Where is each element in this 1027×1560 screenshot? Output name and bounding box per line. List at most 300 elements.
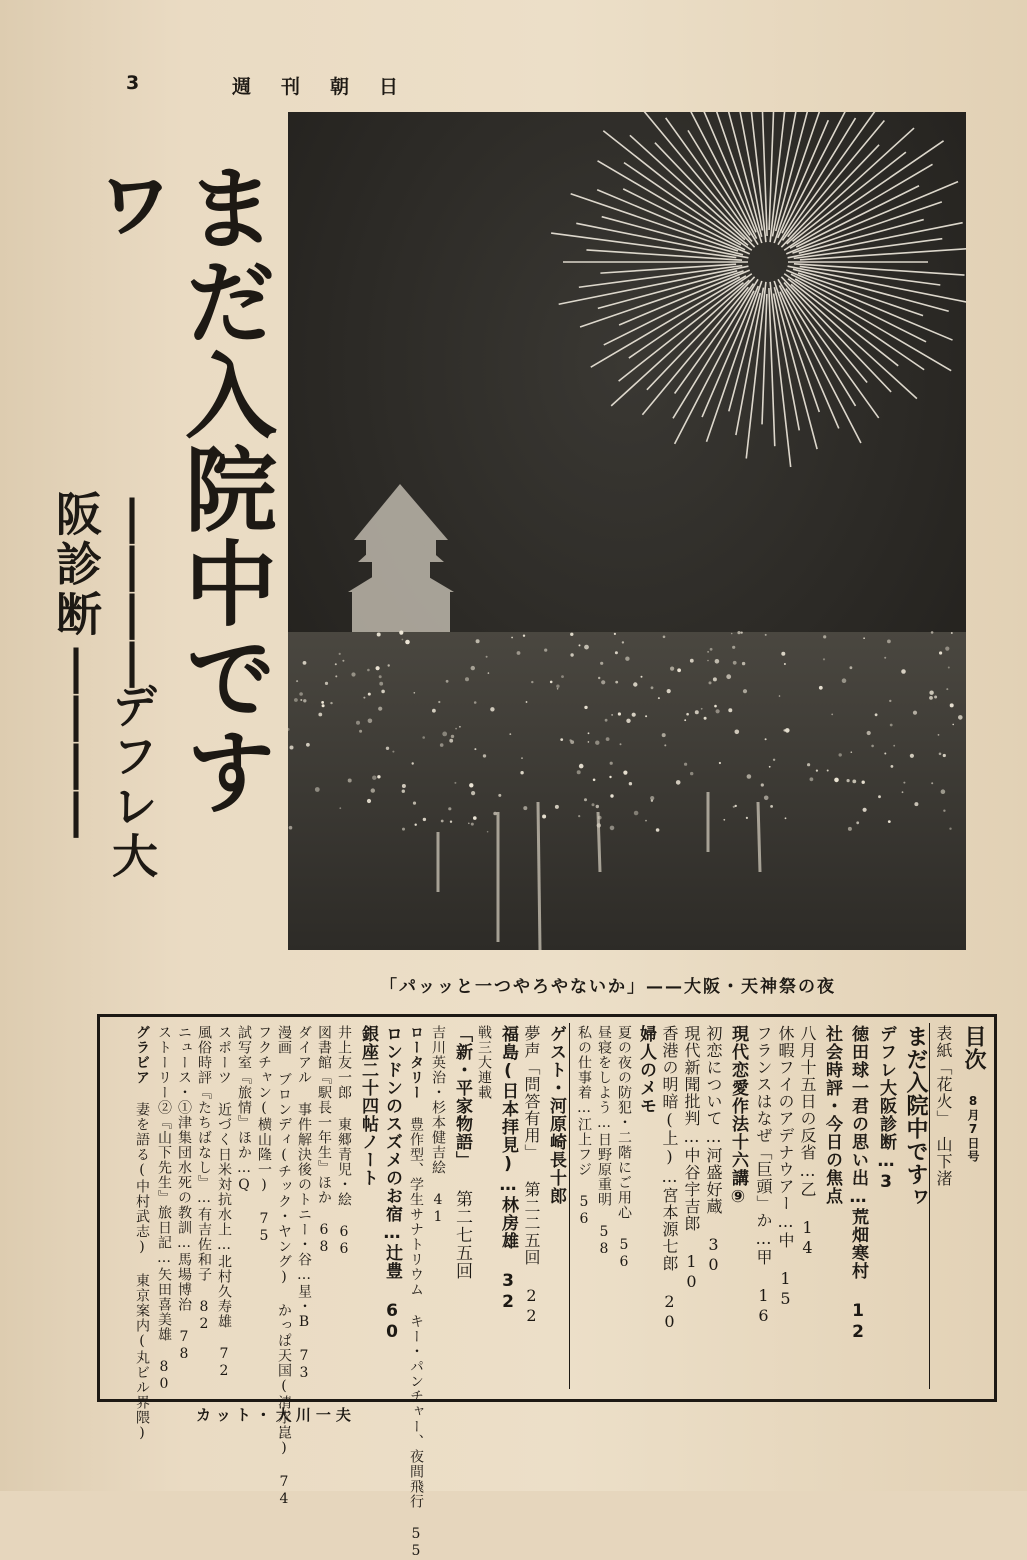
city-light xyxy=(710,648,713,651)
city-light xyxy=(701,708,703,710)
city-light xyxy=(939,651,942,654)
city-light xyxy=(695,710,699,714)
city-light xyxy=(544,649,547,652)
city-light xyxy=(785,728,790,733)
city-light xyxy=(667,689,671,693)
city-light xyxy=(914,802,918,806)
toc-tosho: 図書館『駅長一年生』ほか 68 xyxy=(316,1025,332,1256)
city-light xyxy=(486,656,488,658)
city-light xyxy=(318,713,322,717)
city-light xyxy=(415,824,417,826)
city-light xyxy=(634,811,639,816)
city-light xyxy=(867,731,871,735)
fireworks-photo xyxy=(288,112,966,950)
city-light xyxy=(732,646,735,649)
city-light xyxy=(402,790,405,793)
city-light xyxy=(438,701,440,703)
city-light xyxy=(834,778,839,783)
city-light xyxy=(605,719,608,722)
city-light xyxy=(704,717,707,720)
city-light xyxy=(779,695,781,697)
city-light xyxy=(432,709,436,713)
city-light xyxy=(296,680,298,682)
city-light xyxy=(379,675,382,678)
city-light xyxy=(651,800,653,802)
toc-heike-author: 吉川英治・杉本健吉絵 41 xyxy=(430,1025,446,1226)
city-light xyxy=(376,666,380,670)
city-light xyxy=(469,783,473,787)
city-light xyxy=(367,669,370,672)
city-light xyxy=(863,808,867,812)
city-light xyxy=(348,779,352,783)
city-light xyxy=(442,732,447,737)
city-light xyxy=(664,744,666,746)
city-light xyxy=(726,674,731,679)
city-light xyxy=(931,782,933,784)
city-light xyxy=(542,815,546,819)
city-light xyxy=(807,763,810,766)
city-light xyxy=(315,787,320,792)
toc-feature: まだ入院中ですヮ xyxy=(903,1025,928,1209)
city-light xyxy=(471,823,474,826)
toc-cover: 表紙「花火」 山下渚 xyxy=(934,1025,953,1187)
toc-hihyo: 現代新聞批判…中谷宇吉郎 10 xyxy=(682,1025,701,1292)
city-light xyxy=(686,713,689,716)
city-light xyxy=(773,759,775,761)
city-light xyxy=(871,745,874,748)
city-light xyxy=(875,713,878,716)
city-light xyxy=(330,702,332,704)
city-light xyxy=(709,681,712,684)
toc-fujin: 婦人のメモ xyxy=(636,1025,656,1115)
city-light xyxy=(412,762,414,764)
city-light xyxy=(465,677,469,681)
city-light xyxy=(379,682,383,686)
city-light xyxy=(367,799,371,803)
city-light xyxy=(511,637,513,639)
city-light xyxy=(848,827,852,831)
city-light xyxy=(451,735,454,738)
toc-guest: ゲスト・河原崎長十郎 xyxy=(546,1025,566,1205)
city-light xyxy=(595,741,599,745)
city-light xyxy=(423,818,426,821)
city-light xyxy=(684,763,687,766)
city-light xyxy=(713,677,717,681)
city-light xyxy=(737,631,740,634)
city-light xyxy=(746,817,748,819)
city-light xyxy=(517,651,521,655)
city-light xyxy=(386,747,389,750)
city-light xyxy=(569,739,571,741)
city-light xyxy=(781,652,785,656)
city-light xyxy=(677,668,681,672)
city-light xyxy=(588,741,590,743)
city-light xyxy=(490,707,494,711)
city-light xyxy=(459,726,461,728)
city-light xyxy=(723,819,725,821)
city-light xyxy=(620,743,622,745)
city-light xyxy=(413,802,416,805)
toc-tokuda: 徳田球一君の思い出…荒畑寒村 12 xyxy=(848,1025,868,1343)
city-light xyxy=(946,688,948,690)
city-light xyxy=(577,770,581,774)
city-light xyxy=(719,762,721,764)
city-light xyxy=(578,815,580,817)
city-light xyxy=(785,817,787,819)
city-light xyxy=(765,634,767,636)
toc-yume: 夢声「問答有用」 第二二五回 22 xyxy=(522,1025,541,1326)
city-light xyxy=(890,724,893,727)
city-light xyxy=(884,753,886,755)
city-light xyxy=(474,748,476,750)
city-light xyxy=(303,699,306,702)
city-light xyxy=(335,663,337,665)
city-light xyxy=(422,736,425,739)
city-light xyxy=(441,820,444,823)
toc-news: ニュース・①津集団水死の教訓…馬場博治 78 xyxy=(176,1025,192,1363)
city-light xyxy=(684,719,686,721)
city-light xyxy=(322,704,325,707)
city-light xyxy=(929,691,933,695)
toc-sports: スポーツ 近づく日米対抗水上…北村久寿雄 72 xyxy=(216,1025,232,1380)
city-light xyxy=(913,711,917,715)
city-light xyxy=(690,772,693,775)
city-light xyxy=(521,757,523,759)
city-light xyxy=(735,730,740,735)
city-light xyxy=(622,641,624,643)
city-light xyxy=(951,632,953,634)
city-light xyxy=(526,701,528,703)
fireworks-night-scene xyxy=(288,112,966,950)
toc-story: ストーリー②『山下先生』旅日記…矢田喜美雄 80 xyxy=(156,1025,172,1393)
city-light xyxy=(663,636,666,639)
city-light xyxy=(884,657,886,659)
toc-ginza-author: 井上友一郎 東郷青児・絵 66 xyxy=(336,1025,352,1258)
city-light xyxy=(931,631,934,634)
city-light xyxy=(903,782,905,784)
city-light xyxy=(377,633,381,637)
city-light xyxy=(294,698,298,702)
city-light xyxy=(938,734,940,736)
city-light xyxy=(579,764,584,769)
city-light xyxy=(690,659,694,663)
toc-feature-sub: デフレ大阪診断…3 xyxy=(876,1025,896,1193)
subheadline xyxy=(49,490,160,900)
subheadline-text: デフレ大阪診断 xyxy=(49,490,159,882)
city-light xyxy=(610,794,613,797)
city-light xyxy=(819,686,823,690)
city-light xyxy=(731,633,733,635)
city-light xyxy=(570,633,573,636)
city-light xyxy=(414,692,416,694)
toc-shakai-1: 八月十五日の反省…乙 14 xyxy=(798,1025,817,1258)
city-light xyxy=(392,751,394,753)
city-light xyxy=(941,789,946,794)
city-light xyxy=(509,733,511,735)
city-light xyxy=(368,693,371,696)
city-light xyxy=(290,746,294,750)
toc-fujin-3: 私の仕事着…江上フジ 56 xyxy=(576,1025,592,1228)
city-light xyxy=(847,779,850,782)
city-light xyxy=(948,667,950,669)
city-light xyxy=(600,662,603,665)
city-light xyxy=(598,677,600,679)
city-light xyxy=(715,659,720,664)
toc-title: 目次 8月7日号 xyxy=(961,1025,986,1163)
city-light xyxy=(335,675,337,677)
city-light xyxy=(632,713,636,717)
city-light xyxy=(950,703,954,707)
city-light xyxy=(707,660,709,662)
city-light xyxy=(943,754,946,757)
city-light xyxy=(351,672,355,676)
subheadline-bars-top: |||| xyxy=(105,490,159,682)
city-light xyxy=(449,739,453,743)
city-light xyxy=(584,706,587,709)
city-light xyxy=(615,651,618,654)
subheadline-bars-bottom: |||| xyxy=(49,640,103,832)
city-light xyxy=(609,776,611,778)
city-light xyxy=(889,700,891,702)
city-light xyxy=(831,714,833,716)
city-light xyxy=(306,743,310,747)
city-light xyxy=(560,738,563,741)
city-light xyxy=(958,715,963,720)
city-light xyxy=(523,635,525,637)
city-light xyxy=(856,821,859,824)
city-light xyxy=(625,657,629,661)
city-light xyxy=(934,696,937,699)
city-light xyxy=(615,681,618,684)
city-light xyxy=(658,697,660,699)
city-light xyxy=(372,776,376,780)
photo-caption: 「パッッと一つやろやないか」——大阪・天神祭の夜 xyxy=(380,977,836,997)
city-light xyxy=(371,788,375,792)
city-light xyxy=(300,699,302,701)
city-light xyxy=(943,810,945,812)
city-light xyxy=(339,807,341,809)
toc-heike: 「新・平家物語」 第二七五回 xyxy=(452,1025,472,1280)
toc-shakai: 社会時評・今日の焦点 xyxy=(822,1025,842,1205)
city-light xyxy=(440,743,444,747)
city-light xyxy=(952,724,954,726)
city-light xyxy=(561,675,564,678)
toc-fujin-2: 昼寝をしよう…日野原重明 58 xyxy=(596,1025,612,1258)
toc-ginza: 銀座二十四帖ノート xyxy=(358,1025,378,1187)
city-light xyxy=(893,745,895,747)
city-light xyxy=(742,662,745,665)
city-light xyxy=(770,805,773,808)
toc-dial: ダイアル 事件解決後のトニー・谷…星・B 73 xyxy=(296,1025,312,1382)
city-light xyxy=(557,688,559,690)
city-light xyxy=(707,651,709,653)
city-light xyxy=(733,806,735,808)
toc-lottery: ロータリー 豊作型、学生サナトリウム キー・パンチャー、夜間飛行 55 xyxy=(408,1025,424,1560)
city-light xyxy=(471,666,475,670)
city-light xyxy=(550,681,553,684)
city-light xyxy=(454,782,456,784)
city-light xyxy=(765,738,767,740)
city-light xyxy=(488,672,490,674)
city-light xyxy=(839,753,842,756)
city-light xyxy=(850,666,853,669)
city-light xyxy=(626,719,630,723)
headline: まだ入院中ですヮ xyxy=(60,160,277,818)
city-light xyxy=(891,765,894,768)
city-light xyxy=(676,780,681,785)
city-light xyxy=(450,821,452,823)
city-light xyxy=(901,669,906,674)
city-light xyxy=(887,640,891,644)
city-light xyxy=(714,705,717,708)
toc-shakai-3: フランスはなぜ「巨頭」か…甲 16 xyxy=(754,1025,773,1326)
city-light xyxy=(555,805,559,809)
toc-renai: 現代恋愛作法十六講⑨ xyxy=(728,1025,748,1208)
toc-fujin-1: 夏の夜の防犯・二階にご用心 56 xyxy=(616,1025,632,1271)
city-light xyxy=(606,737,610,741)
city-light xyxy=(728,708,732,712)
city-light xyxy=(902,791,904,793)
city-light xyxy=(483,754,486,757)
city-light xyxy=(378,707,382,711)
city-light xyxy=(381,690,385,694)
city-light xyxy=(641,676,643,678)
city-light xyxy=(399,631,403,635)
city-light xyxy=(596,805,599,808)
city-light xyxy=(949,828,951,830)
city-light xyxy=(493,812,497,816)
city-light xyxy=(455,728,457,730)
city-light xyxy=(359,730,362,733)
city-light xyxy=(584,798,587,801)
city-light xyxy=(289,826,293,830)
city-light xyxy=(570,653,573,656)
city-light xyxy=(405,640,410,645)
city-light xyxy=(842,678,847,683)
city-light xyxy=(816,770,818,772)
city-light xyxy=(520,771,523,774)
toc-hongkong: 香港の明暗(上)…宮本源七郎 20 xyxy=(660,1025,679,1332)
city-light xyxy=(579,644,581,646)
city-light xyxy=(878,795,881,798)
city-light xyxy=(852,780,856,784)
city-light xyxy=(862,781,865,784)
city-light xyxy=(473,816,477,820)
city-light xyxy=(610,762,613,765)
city-light xyxy=(851,751,853,753)
page-number: 3 xyxy=(126,72,140,94)
city-light xyxy=(662,733,666,737)
cut-credit: カット・大川一夫 xyxy=(196,1406,356,1424)
city-light xyxy=(784,663,786,665)
city-light xyxy=(633,682,637,686)
city-light xyxy=(468,823,470,825)
city-light xyxy=(827,770,829,772)
city-light xyxy=(476,639,480,643)
city-light xyxy=(321,701,324,704)
toc-fuzoku: 風俗時評『たちばなし』…有吉佐和子 82 xyxy=(196,1025,212,1333)
toc-shakai-2: 休暇フイのアデナウアー…中 15 xyxy=(776,1025,795,1309)
city-light xyxy=(611,714,613,716)
city-light xyxy=(388,664,390,666)
city-light xyxy=(769,766,771,768)
city-light xyxy=(656,828,660,832)
city-light xyxy=(863,637,865,639)
toc-shiken: 試写室『旅情』ほか…Q xyxy=(236,1025,252,1194)
city-light xyxy=(645,820,647,822)
city-light xyxy=(556,685,559,688)
city-light xyxy=(601,680,605,684)
city-light xyxy=(910,754,914,758)
city-light xyxy=(593,779,596,782)
city-light xyxy=(299,692,303,696)
toc-hatsukoi: 初恋について…河盛好蔵 30 xyxy=(704,1025,723,1275)
city-light xyxy=(325,682,328,685)
city-light xyxy=(945,647,949,651)
city-light xyxy=(761,783,764,786)
city-light xyxy=(588,732,590,734)
city-light xyxy=(592,803,595,806)
toc-london: ロンドンのスズメのお宿…辻豊 60 xyxy=(382,1025,402,1343)
city-light xyxy=(645,715,647,717)
city-light xyxy=(471,791,475,795)
city-light xyxy=(377,775,380,778)
city-light xyxy=(339,653,341,655)
city-light xyxy=(523,806,527,810)
city-light xyxy=(584,645,589,650)
city-light xyxy=(474,701,477,704)
city-light xyxy=(651,686,654,689)
city-light xyxy=(402,784,406,788)
city-light xyxy=(531,681,533,683)
city-light xyxy=(716,709,720,713)
city-light xyxy=(823,635,826,638)
magazine-title: 週刊朝日 xyxy=(232,76,429,98)
city-light xyxy=(303,661,307,665)
city-light xyxy=(764,796,769,801)
city-light xyxy=(614,633,616,635)
city-light xyxy=(356,721,360,725)
toc-gravure: グラビア 妻を語る(中村武志) 東京案内(丸ビル界隈) xyxy=(134,1025,150,1442)
city-light xyxy=(618,712,621,715)
city-light xyxy=(939,753,942,756)
city-light xyxy=(446,680,449,683)
city-light xyxy=(823,658,825,660)
city-light xyxy=(610,826,615,831)
toc-manga: 漫画 ブロンディ(チック・ヤング) かっぱ天国(清水崑) 74 xyxy=(276,1025,292,1508)
city-light xyxy=(498,794,501,797)
city-light xyxy=(733,661,737,665)
city-light xyxy=(623,771,627,775)
city-light xyxy=(363,697,365,699)
city-light xyxy=(810,777,814,781)
city-light xyxy=(368,719,373,724)
city-light xyxy=(448,807,451,810)
toc-fuku: 福島(日本拝見)…林房雄 32 xyxy=(498,1025,518,1313)
toc-manga2: フクチャン(横山隆一) 75 xyxy=(256,1025,272,1245)
city-light xyxy=(629,782,632,785)
city-light xyxy=(929,696,933,700)
city-light xyxy=(670,667,674,671)
city-light xyxy=(342,660,344,662)
city-light xyxy=(402,828,405,831)
city-light xyxy=(888,820,891,823)
toc-rensai: 戦三大連載 xyxy=(476,1025,492,1100)
city-light xyxy=(741,632,743,634)
city-light xyxy=(487,831,489,833)
city-light xyxy=(743,689,747,693)
city-light xyxy=(747,774,752,779)
